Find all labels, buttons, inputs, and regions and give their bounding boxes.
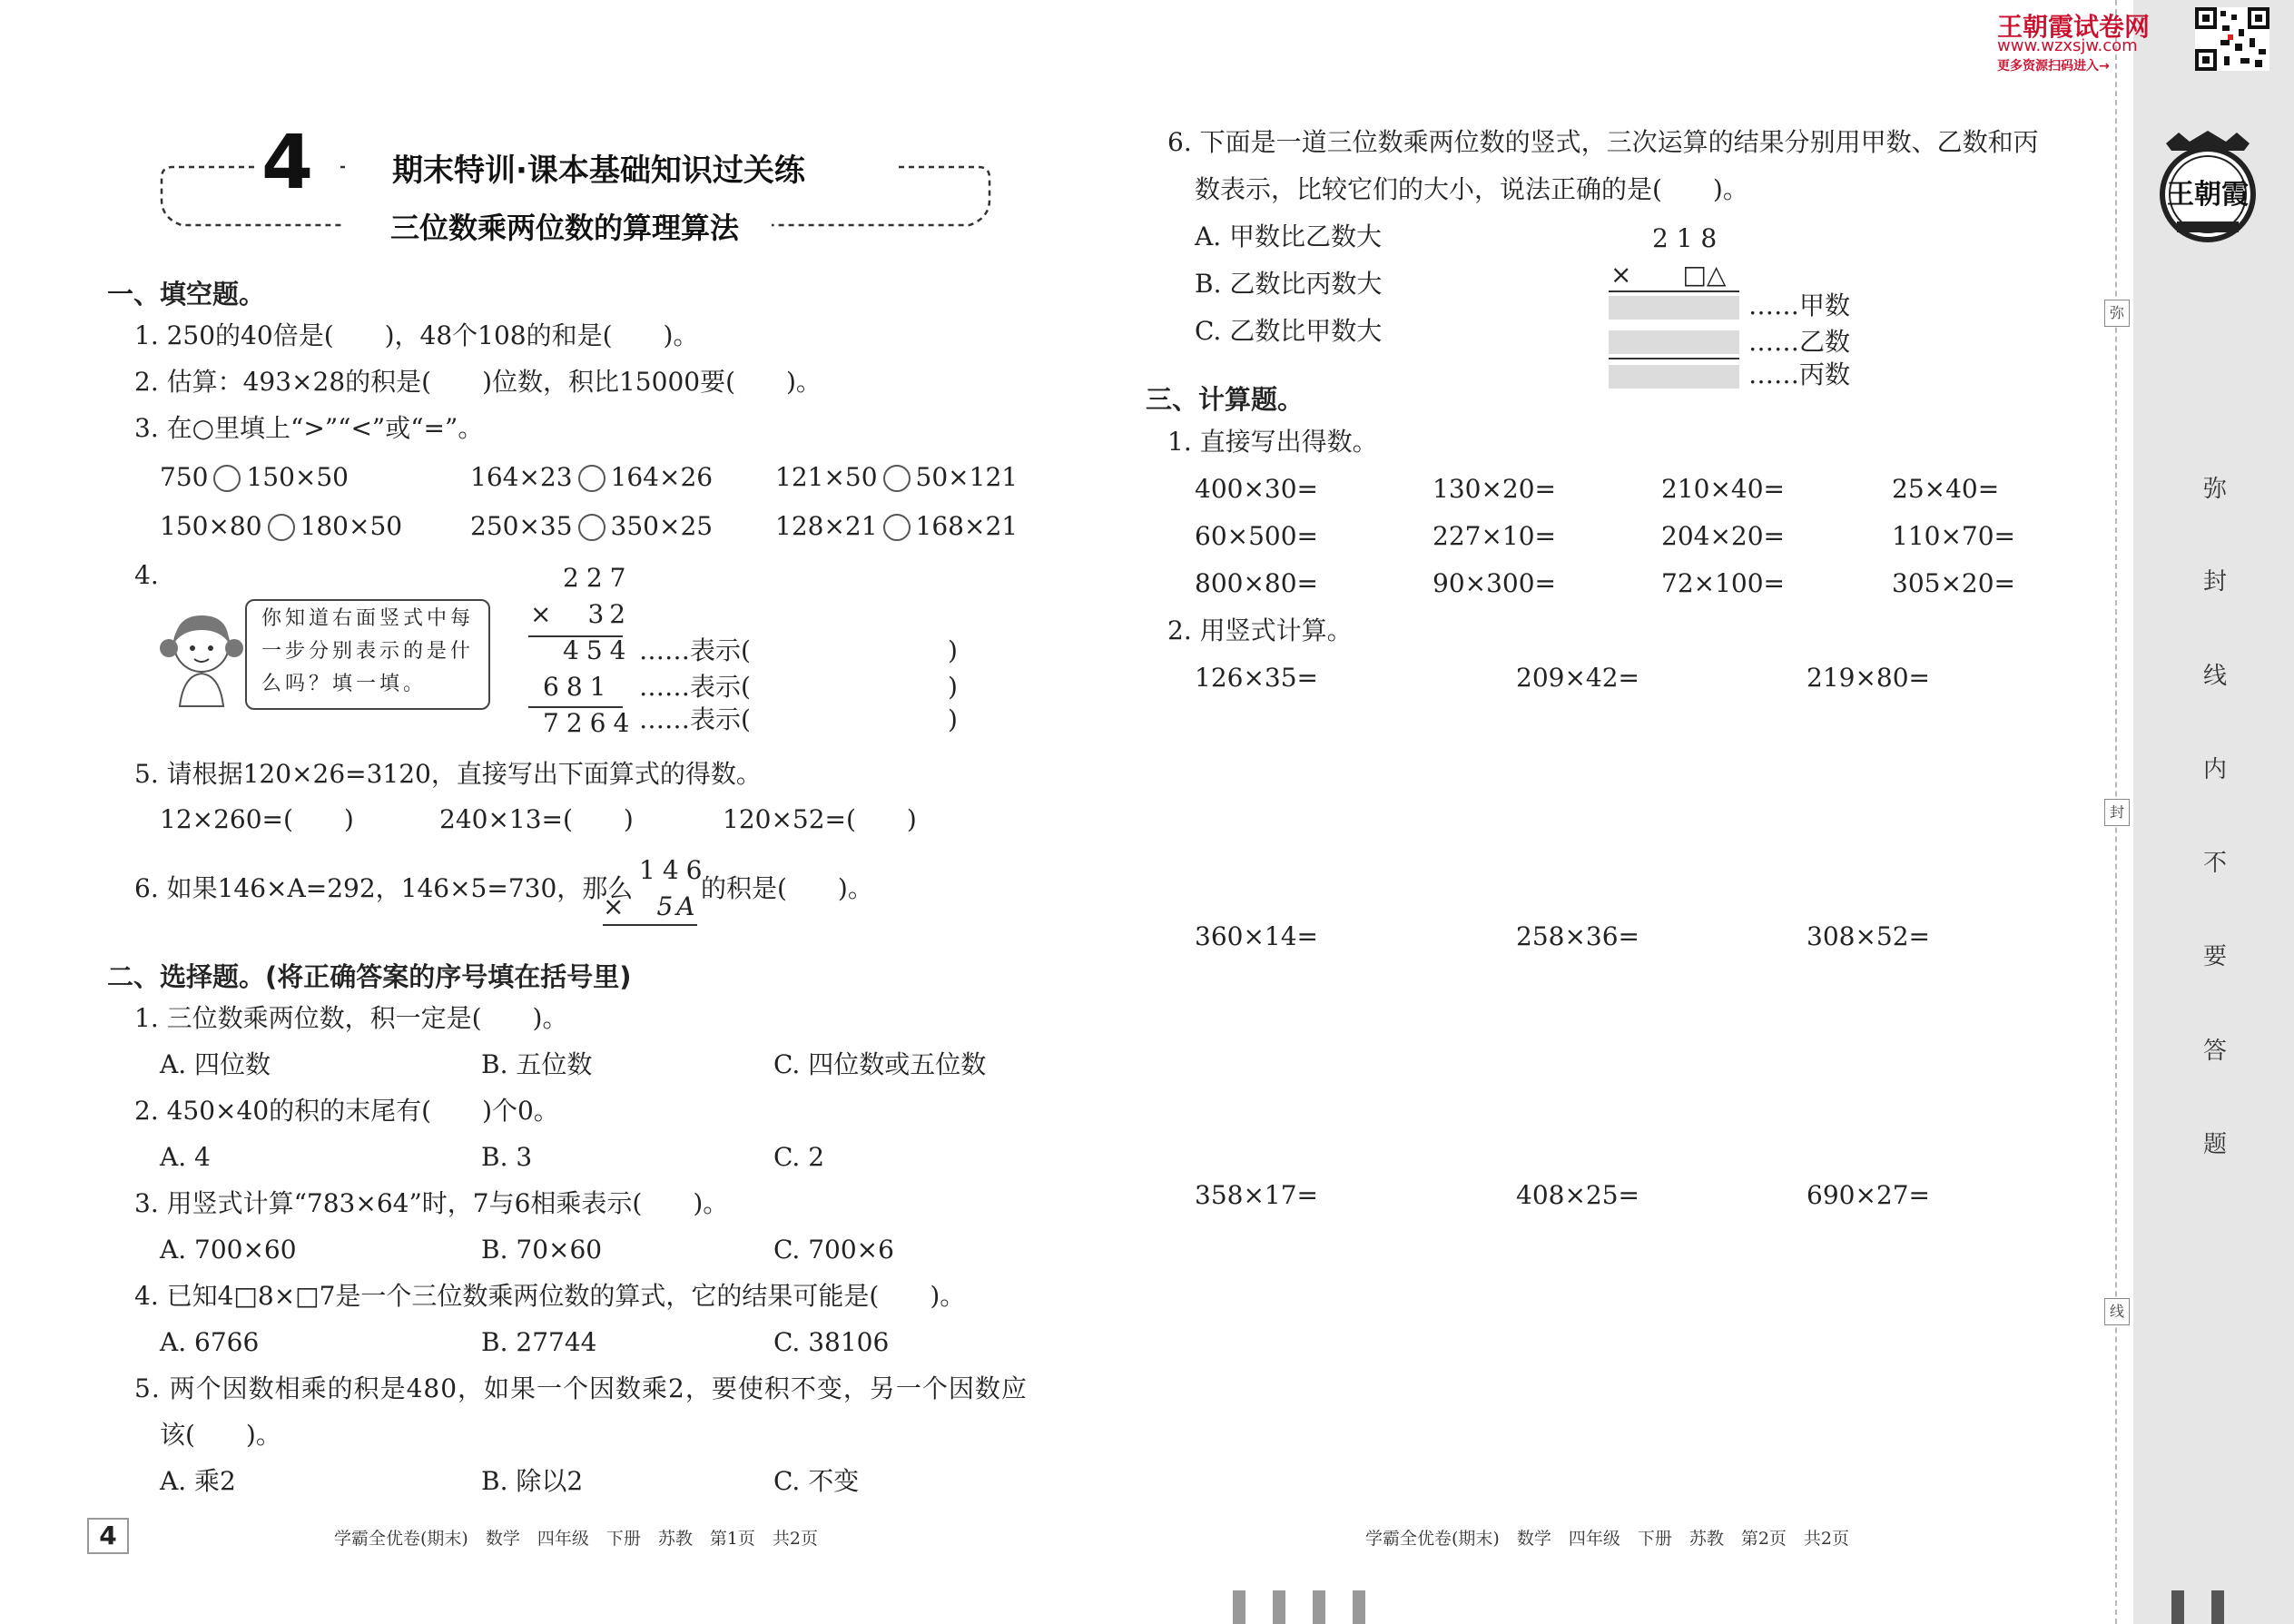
option-c[interactable]: C. 38106: [773, 1327, 890, 1357]
vertical-multiplier: × □△: [1610, 260, 1727, 290]
compare-circle[interactable]: [883, 514, 911, 541]
section-choice-title: 二、选择题。(将正确答案的序号填在括号里): [107, 961, 632, 992]
vertical-calc-item[interactable]: 258×36=: [1516, 921, 1639, 951]
question-text: 数表示，比较它们的大小，说法正确的是( )。: [1195, 174, 1748, 204]
direct-calc-item[interactable]: 204×20=: [1661, 521, 1785, 551]
explain-close: ): [948, 672, 958, 702]
answer-blank[interactable]: 12×260=( ): [160, 804, 354, 834]
direct-calc-item[interactable]: 72×100=: [1661, 568, 1785, 598]
direct-calc-item[interactable]: 110×70=: [1892, 521, 2015, 551]
brand-url: www.wzxsjw.com: [1997, 36, 2138, 55]
label-jia: ……甲数: [1748, 290, 1851, 320]
speech-line: 你知道右面竖式中每: [261, 607, 475, 630]
direct-calc-item[interactable]: 130×20=: [1433, 474, 1556, 504]
question-text: 3. 用竖式计算“783×64”时，7与6相乘表示( )。: [134, 1188, 729, 1218]
option-c[interactable]: C. 不变: [773, 1466, 860, 1496]
option-a[interactable]: A. 甲数比乙数大: [1195, 221, 1383, 251]
vertical-calc-item[interactable]: 358×17=: [1195, 1180, 1318, 1210]
label-yi: ……乙数: [1748, 327, 1851, 357]
label-bing: ……丙数: [1748, 359, 1851, 389]
explain-label: ……表示(: [639, 704, 751, 734]
option-b[interactable]: B. 70×60: [481, 1235, 603, 1265]
explain-label: ……表示(: [639, 672, 751, 702]
answer-blank[interactable]: 240×13=( ): [439, 804, 634, 834]
option-b[interactable]: B. 3: [481, 1142, 533, 1172]
svg-text:王朝霞: 王朝霞: [2167, 179, 2249, 211]
registration-bar: [1353, 1590, 1365, 1624]
vertical-multiplier: × 32: [530, 599, 632, 629]
subsection-title: 2. 用竖式计算。: [1167, 615, 1353, 645]
vertical-result: 7264: [543, 708, 637, 738]
question-text: 6. 如果146×A=292，146×5=730，那么: [134, 873, 634, 903]
page-subtitle: 三位数乘两位数的算理算法: [390, 211, 740, 245]
strip-char: 要: [2202, 943, 2227, 970]
direct-calc-item[interactable]: 227×10=: [1433, 521, 1556, 551]
registration-bar: [2171, 1590, 2184, 1624]
vertical-calc-item[interactable]: 408×25=: [1516, 1180, 1639, 1210]
option-c[interactable]: C. 乙数比甲数大: [1195, 316, 1383, 346]
q6-vertical-top: 146: [639, 855, 710, 885]
strip-char: 弥: [2202, 476, 2227, 503]
direct-calc-item[interactable]: 60×500=: [1195, 521, 1318, 551]
answer-box-yi[interactable]: [1609, 330, 1739, 354]
brand-tip: 更多资源扫码进入→: [1997, 59, 2110, 74]
direct-calc-item[interactable]: 400×30=: [1195, 474, 1318, 504]
option-b[interactable]: B. 乙数比丙数大: [1195, 269, 1383, 299]
vertical-calc-item[interactable]: 690×27=: [1807, 1180, 1930, 1210]
question-text: 1. 250的40倍是( )，48个108的和是( )。: [134, 320, 699, 350]
section-fill-blank-title: 一、填空题。: [107, 279, 266, 310]
question-text: 5. 两个因数相乘的积是480，如果一个因数乘2，要使积不变，另一个因数应: [134, 1373, 1028, 1403]
section-number: 4: [261, 120, 314, 206]
strip-char: 线: [2202, 663, 2227, 690]
direct-calc-item[interactable]: 25×40=: [1892, 474, 2000, 504]
direct-calc-item[interactable]: 210×40=: [1661, 474, 1785, 504]
question-text: 6. 下面是一道三位数乘两位数的竖式，三次运算的结果分别用甲数、乙数和丙: [1167, 127, 2039, 157]
footer-left: 学霸全优卷(期末) 数学 四年级 下册 苏教 第1页 共2页: [334, 1529, 819, 1549]
direct-calc-item[interactable]: 90×300=: [1433, 568, 1556, 598]
question-number: 4.: [134, 560, 159, 590]
vertical-rule: [1609, 290, 1739, 292]
vertical-partial-2: 681: [543, 672, 614, 702]
option-c[interactable]: C. 2: [773, 1142, 825, 1172]
option-a[interactable]: A. 四位数: [160, 1049, 271, 1079]
vertical-top: 2 1 8: [1652, 223, 1718, 253]
binding-tag: 封: [2104, 799, 2130, 826]
vertical-partial-1: 454: [563, 635, 634, 665]
strip-char: 题: [2202, 1131, 2227, 1158]
option-a[interactable]: A. 乘2: [160, 1466, 236, 1496]
vertical-calc-item[interactable]: 219×80=: [1807, 663, 1930, 693]
option-c[interactable]: C. 700×6: [773, 1235, 894, 1265]
vertical-rule: [1609, 358, 1739, 359]
speech-line: 一步分别表示的是什: [261, 640, 475, 663]
direct-calc-item[interactable]: 800×80=: [1195, 568, 1318, 598]
question-text: 1. 三位数乘两位数，积一定是( )。: [134, 1003, 568, 1033]
footer-right: 学霸全优卷(期末) 数学 四年级 下册 苏教 第2页 共2页: [1365, 1529, 1850, 1549]
explain-label: ……表示(: [639, 635, 751, 665]
qr-code-icon[interactable]: [2195, 7, 2269, 71]
strip-char: 答: [2202, 1038, 2227, 1065]
compare-item: 128×21 168×21: [775, 511, 1019, 541]
option-b[interactable]: B. 除以2: [481, 1466, 584, 1496]
compare-item: 121×50 50×121: [775, 462, 1019, 492]
compare-item: 150×80 180×50: [160, 511, 403, 541]
page-number-badge: 4: [87, 1518, 129, 1554]
answer-blank[interactable]: 120×52=( ): [723, 804, 917, 834]
question-text: 4. 已知4□8×□7是一个三位数乘两位数的算式，它的结果可能是( )。: [134, 1281, 966, 1311]
registration-bar: [1233, 1590, 1245, 1624]
registration-bar: [1273, 1590, 1285, 1624]
page-title: 期末特训·课本基础知识过关练: [392, 153, 805, 189]
explain-close: ): [948, 635, 958, 665]
vertical-calc-item[interactable]: 209×42=: [1516, 663, 1639, 693]
option-a[interactable]: A. 6766: [160, 1327, 260, 1357]
question-text: 3. 在○里填上“>”“<”或“=”。: [134, 413, 484, 443]
question-text: 2. 估算：493×28的积是( )位数，积比15000要( )。: [134, 367, 822, 397]
compare-item: 250×35 350×25: [470, 511, 714, 541]
registration-bar: [1313, 1590, 1325, 1624]
question-text: 的积是( )。: [701, 873, 873, 903]
binding-tag: 线: [2104, 1298, 2130, 1325]
compare-circle[interactable]: [268, 514, 295, 541]
strip-char: 封: [2202, 568, 2227, 595]
direct-calc-item[interactable]: 305×20=: [1892, 568, 2015, 598]
strip-char: 内: [2202, 756, 2227, 783]
option-c[interactable]: C. 四位数或五位数: [773, 1049, 987, 1079]
vertical-calc-item[interactable]: 360×14=: [1195, 921, 1318, 951]
answer-box-bing[interactable]: [1609, 365, 1739, 389]
brand-name: 王朝霞试卷网: [1997, 12, 2151, 42]
girl-illustration-icon: [156, 606, 251, 708]
question-text: 5. 请根据120×26=3120，直接写出下面算式的得数。: [134, 759, 762, 789]
brand-seal-logo: [2157, 127, 2259, 245]
explain-close: ): [948, 704, 958, 734]
compare-circle[interactable]: [578, 514, 605, 541]
answer-box-jia[interactable]: [1609, 296, 1739, 320]
binding-tag: 弥: [2104, 300, 2130, 327]
strip-char: 不: [2202, 850, 2227, 877]
subsection-title: 1. 直接写出得数。: [1167, 427, 1378, 457]
vertical-top: 227: [563, 563, 634, 593]
compare-circle[interactable]: [578, 465, 605, 492]
option-a[interactable]: A. 700×60: [160, 1235, 297, 1265]
vertical-calc-item[interactable]: 126×35=: [1195, 663, 1318, 693]
compare-item: 164×23 164×26: [470, 462, 714, 492]
option-b[interactable]: B. 五位数: [481, 1049, 593, 1079]
compare-item: 750 150×50: [160, 462, 349, 492]
option-b[interactable]: B. 27744: [481, 1327, 597, 1357]
section-calc-title: 三、计算题。: [1146, 384, 1305, 415]
question-text: 该( )。: [160, 1420, 281, 1450]
speech-line: 么吗？填一填。: [261, 673, 428, 695]
compare-circle[interactable]: [213, 465, 241, 492]
q6-vertical-bottom: × 5A: [603, 891, 699, 921]
option-a[interactable]: A. 4: [160, 1142, 211, 1172]
registration-bar: [2211, 1590, 2224, 1624]
compare-circle[interactable]: [883, 465, 911, 492]
vertical-rule: [603, 924, 697, 926]
question-text: 2. 450×40的积的末尾有( )个0。: [134, 1096, 559, 1126]
vertical-calc-item[interactable]: 308×52=: [1807, 921, 1930, 951]
